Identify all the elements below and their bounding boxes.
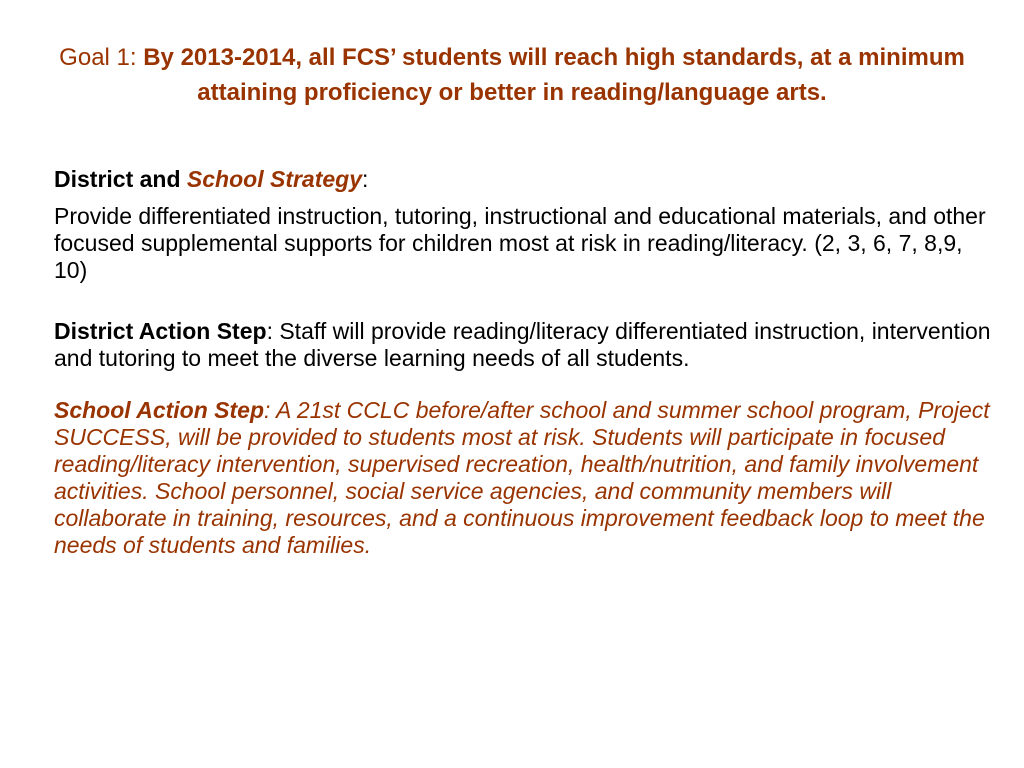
strategy-heading (54, 166, 994, 193)
school-action-separator: : (264, 397, 276, 423)
district-action-step (54, 318, 994, 372)
slide-body (54, 166, 994, 559)
goal-statement: By 2013-2014, all FCS’ students will reach high standards, at a minimum attaining proficiency or better in reading/language arts. (143, 44, 965, 106)
goal-prefix: Goal 1: (59, 44, 144, 71)
school-action-step (54, 397, 994, 559)
district-action-text: Staff will provide reading/literacy differentiated instruction, intervention and tutoring to meet the diverse learning needs of all students. (54, 318, 991, 371)
district-action-label: District Action Step (54, 318, 267, 344)
school-action-text: A 21st CCLC before/after school and summer school program, Project SUCCESS, will be provided to students most at risk. Students will participate in focused reading/literacy intervention, supervised recreation, health/nutrition, and family involvement activities. School personnel, social service agencies, and community members will collaborate in training, resources, and a continuous improvement feedback loop to meet the needs of students and families. (54, 397, 990, 558)
strategy-label-colon: : (362, 166, 369, 192)
slide-title (56, 40, 968, 110)
district-action-separator: : (266, 318, 280, 344)
school-action-label: School Action Step (54, 397, 264, 423)
strategy-label-school: School Strategy (186, 166, 363, 192)
strategy-text: Provide differentiated instruction, tutoring, instructional and educational materials, and other focused supplemental supports for children most at risk in reading/literacy. (2, 3, 6, 7, 8,9, 10) (54, 203, 986, 283)
strategy-label-district: District and (54, 166, 187, 192)
